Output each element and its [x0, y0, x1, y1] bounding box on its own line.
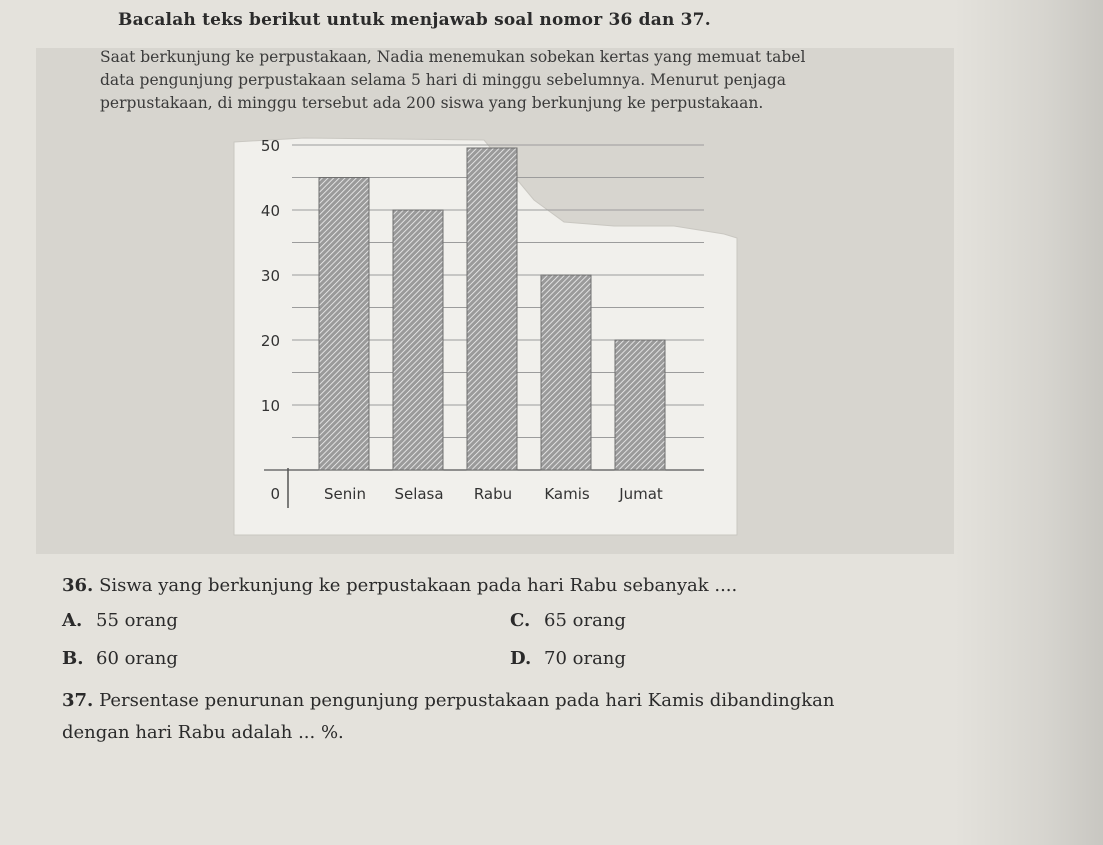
question-36-text: Siswa yang berkunjung ke perpustakaan pada hari Rabu sebanyak ....: [99, 575, 738, 596]
option-c[interactable]: [510, 610, 626, 631]
question-37: [62, 688, 1062, 746]
x-tick-label: Selasa: [394, 485, 444, 503]
passage-line-1: Saat berkunjung ke perpustakaan, Nadia menemukan sobekan kertas yang memuat tabel: [100, 48, 806, 66]
bar-selasa: [393, 210, 443, 470]
option-d[interactable]: [510, 648, 626, 669]
option-b[interactable]: [62, 648, 178, 669]
option-d-letter: D.: [510, 648, 532, 669]
y-tick-label: 20: [260, 332, 280, 350]
bar-jumat: [615, 340, 665, 470]
question-36: [62, 573, 737, 599]
option-a-text: 55 orang: [96, 610, 178, 631]
option-c-letter: C.: [510, 610, 531, 631]
y-tick-label: 0: [270, 485, 280, 503]
x-tick-label: Senin: [324, 485, 366, 503]
x-tick-label: Jumat: [619, 485, 663, 503]
question-37-number: 37.: [62, 690, 94, 711]
bar-kamis: [541, 275, 591, 470]
passage-line-3: perpustakaan, di minggu tersebut ada 200 siswa yang berkunjung ke perpustakaan.: [100, 94, 764, 112]
bar-senin: [319, 178, 369, 471]
y-tick-label: 30: [260, 267, 280, 285]
passage-line-2: data pengunjung perpustakaan selama 5 hari di minggu sebelumnya. Menurut penjaga: [100, 71, 786, 89]
y-tick-label: 10: [260, 397, 280, 415]
question-37-line-1: Persentase penurunan pengunjung perpustakaan pada hari Kamis dibandingkan: [99, 690, 835, 711]
y-tick-label: 50: [260, 137, 280, 155]
option-a-letter: A.: [62, 610, 83, 631]
option-c-text: 65 orang: [544, 610, 626, 631]
torn-paper-chart: [234, 130, 737, 535]
instruction-text: Bacalah teks berikut untuk menjawab soal nomor 36 dan 37.: [118, 10, 711, 30]
x-tick-label: Kamis: [544, 485, 590, 503]
question-37-line-2: dengan hari Rabu adalah ... %.: [62, 722, 344, 743]
option-a[interactable]: [62, 610, 178, 631]
y-tick-label: 40: [260, 202, 280, 220]
x-tick-label: Rabu: [473, 485, 513, 503]
option-d-text: 70 orang: [544, 648, 626, 669]
option-b-letter: B.: [62, 648, 84, 669]
bar-rabu: [467, 148, 517, 470]
question-36-number: 36.: [62, 575, 94, 596]
passage: [100, 46, 920, 115]
option-b-text: 60 orang: [96, 648, 178, 669]
